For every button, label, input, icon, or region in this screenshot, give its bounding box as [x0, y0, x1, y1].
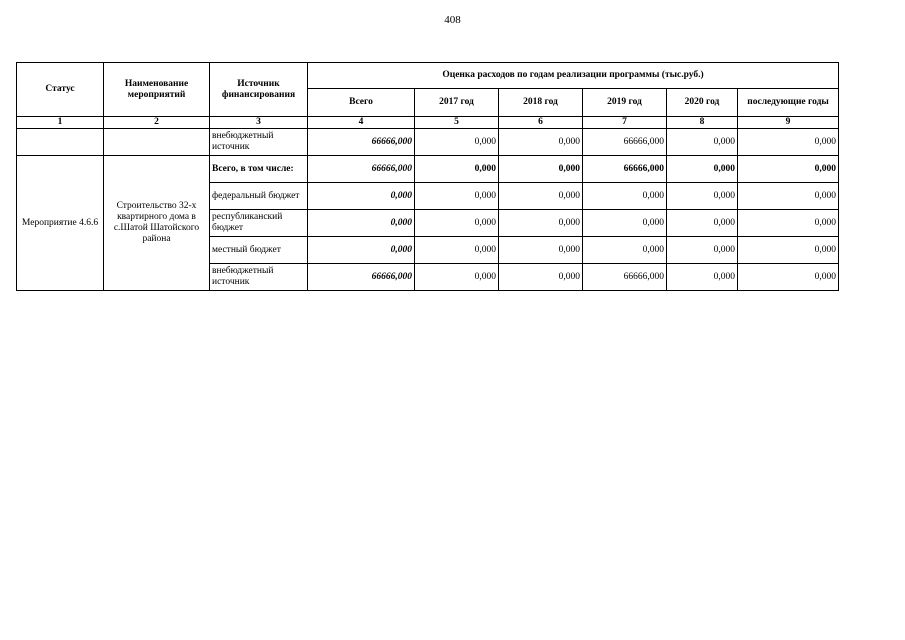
value-cell-later: 0,000	[738, 156, 839, 183]
column-number: 8	[667, 117, 738, 129]
column-number: 4	[308, 117, 415, 129]
value-cell-2017: 0,000	[415, 264, 499, 291]
value-cell-2017: 0,000	[415, 210, 499, 237]
value-cell-2017: 0,000	[415, 183, 499, 210]
event-name: Строительство 32-х квартирного дома в с.Шатой Шатойского района	[104, 156, 210, 291]
header-2020: 2020 год	[667, 89, 738, 117]
value-cell-2019: 66666,000	[583, 264, 667, 291]
header-later: последующие годы	[738, 89, 839, 117]
header-2017: 2017 год	[415, 89, 499, 117]
header-status: Статус	[17, 63, 104, 117]
source-cell: республиканский бюджет	[210, 210, 308, 237]
value-cell-later: 0,000	[738, 210, 839, 237]
total-cell: 66666,000	[308, 156, 415, 183]
column-number: 2	[104, 117, 210, 129]
header-2018: 2018 год	[499, 89, 583, 117]
value-cell-2018: 0,000	[499, 129, 583, 156]
value-cell-2019: 0,000	[583, 237, 667, 264]
column-number: 3	[210, 117, 308, 129]
source-cell: местный бюджет	[210, 237, 308, 264]
column-number: 9	[738, 117, 839, 129]
value-cell-later: 0,000	[738, 183, 839, 210]
name-cell	[104, 129, 210, 156]
value-cell-2019: 66666,000	[583, 156, 667, 183]
value-cell-2018: 0,000	[499, 210, 583, 237]
header-total: Всего	[308, 89, 415, 117]
total-cell: 66666,000	[308, 129, 415, 156]
value-cell-2019: 0,000	[583, 183, 667, 210]
column-number: 5	[415, 117, 499, 129]
value-cell-2020: 0,000	[667, 210, 738, 237]
page-number: 408	[444, 14, 461, 26]
value-cell-later: 0,000	[738, 264, 839, 291]
value-cell-later: 0,000	[738, 129, 839, 156]
header-name: Наименование мероприятий	[104, 63, 210, 117]
total-cell: 0,000	[308, 210, 415, 237]
header-2019: 2019 год	[583, 89, 667, 117]
value-cell-2020: 0,000	[667, 156, 738, 183]
table-row	[17, 129, 839, 156]
event-status: Мероприятие 4.6.6	[17, 156, 104, 291]
column-number: 7	[583, 117, 667, 129]
value-cell-2018: 0,000	[499, 237, 583, 264]
source-cell: внебюджетный источник	[210, 264, 308, 291]
value-cell-2020: 0,000	[667, 264, 738, 291]
table-row	[17, 156, 839, 183]
value-cell-2017: 0,000	[415, 129, 499, 156]
value-cell-2020: 0,000	[667, 183, 738, 210]
status-cell	[17, 129, 104, 156]
value-cell-2019: 0,000	[583, 210, 667, 237]
source-cell: внебюджетный источник	[210, 129, 308, 156]
value-cell-2017: 0,000	[415, 156, 499, 183]
column-number-row	[17, 117, 839, 129]
value-cell-2018: 0,000	[499, 183, 583, 210]
budget-table	[16, 62, 839, 291]
header-source: Источник финансирования	[210, 63, 308, 117]
value-cell-2018: 0,000	[499, 264, 583, 291]
header-estimate: Оценка расходов по годам реализации программы (тыс.руб.)	[308, 63, 839, 89]
column-number: 1	[17, 117, 104, 129]
total-cell: 0,000	[308, 237, 415, 264]
value-cell-2020: 0,000	[667, 237, 738, 264]
value-cell-later: 0,000	[738, 237, 839, 264]
value-cell-2019: 66666,000	[583, 129, 667, 156]
value-cell-2017: 0,000	[415, 237, 499, 264]
column-number: 6	[499, 117, 583, 129]
source-cell: Всего, в том числе:	[210, 156, 308, 183]
value-cell-2020: 0,000	[667, 129, 738, 156]
total-cell: 0,000	[308, 183, 415, 210]
value-cell-2018: 0,000	[499, 156, 583, 183]
total-cell: 66666,000	[308, 264, 415, 291]
source-cell: федеральный бюджет	[210, 183, 308, 210]
